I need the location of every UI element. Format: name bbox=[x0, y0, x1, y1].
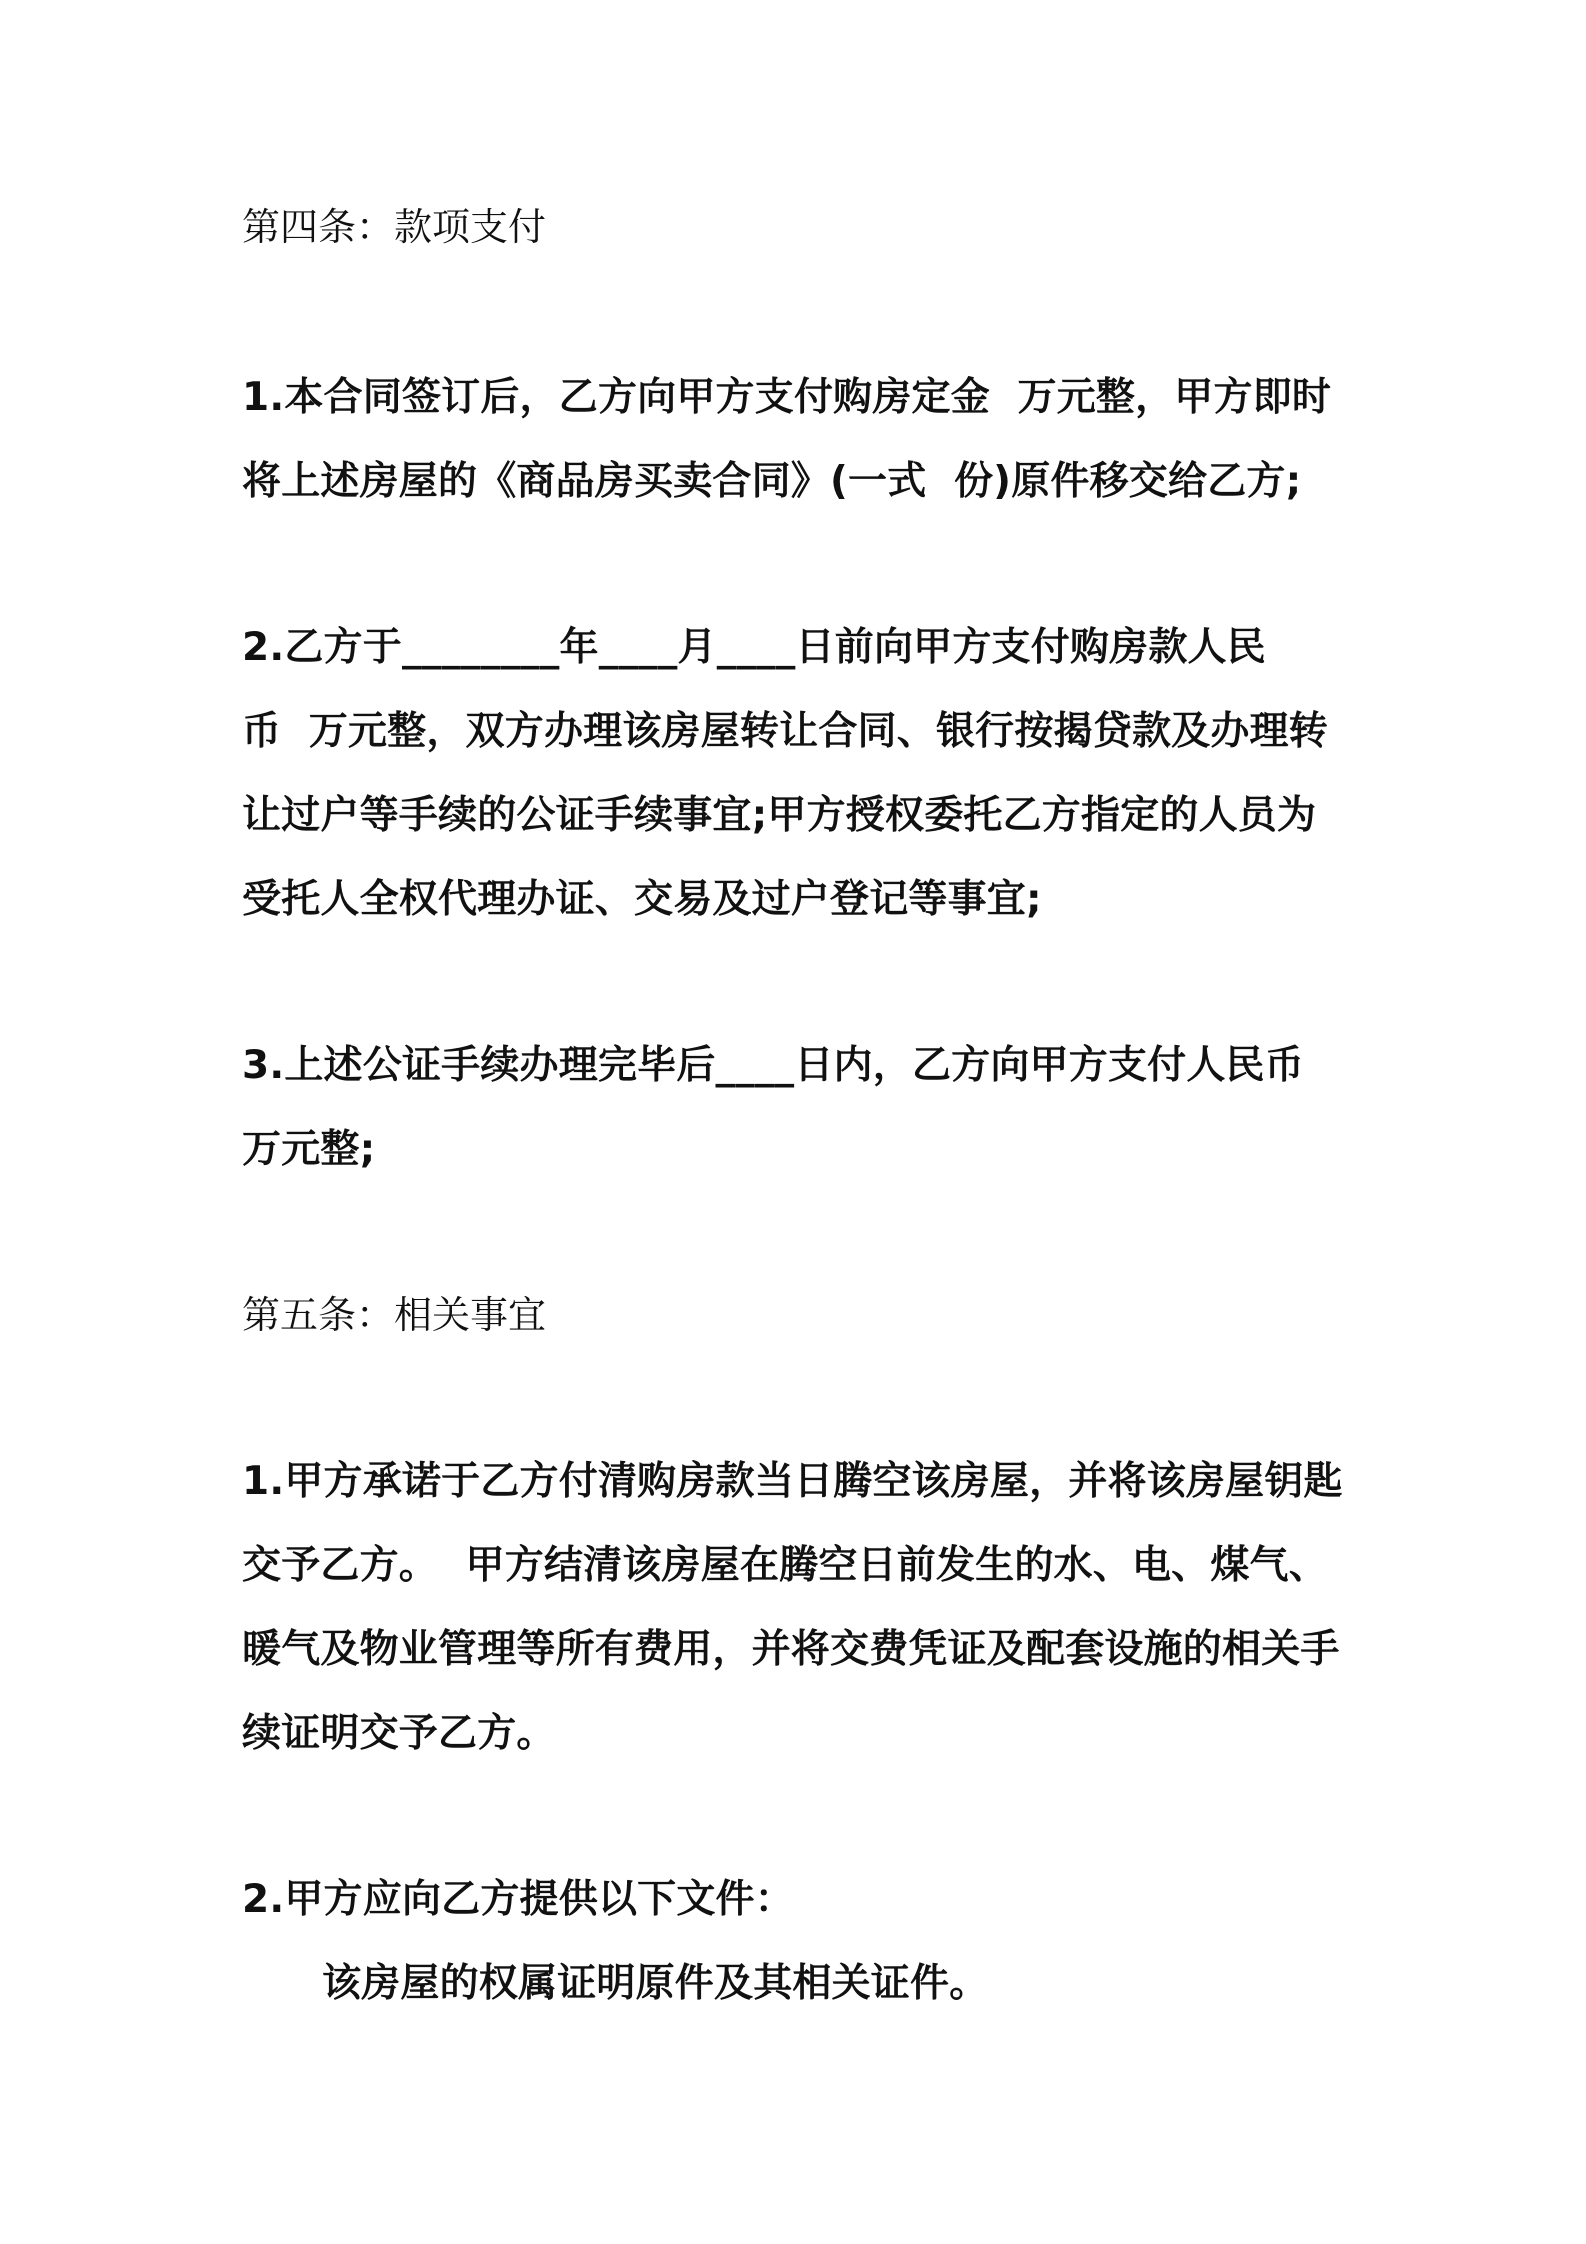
article-5-item-1-line-1: 1.甲方承诺于乙方付清购房款当日腾空该房屋，并将该房屋钥匙 bbox=[242, 1459, 1343, 1504]
article-5-item-1-line-2: 交予乙方。 甲方结清该房屋在腾空日前发生的水、电、煤气、 bbox=[242, 1543, 1328, 1588]
article-5-item-2-line-2: 该房屋的权属证明原件及其相关证件。 bbox=[322, 1961, 989, 2006]
article-5-item-1-line-3: 暖气及物业管理等所有费用，并将交费凭证及配套设施的相关手 bbox=[242, 1627, 1340, 1672]
article-4-item-3-line-2: 万元整; bbox=[242, 1127, 376, 1172]
article-4-item-1-line-2: 将上述房屋的《商品房买卖合同》(一式 份)原件移交给乙方; bbox=[242, 459, 1302, 504]
article-4-title: 第四条：款项支付 bbox=[242, 205, 547, 249]
article-5-item-1-line-4: 续证明交予乙方。 bbox=[242, 1711, 556, 1756]
article-5-title: 第五条：相关事宜 bbox=[242, 1293, 547, 1337]
article-4-item-2-line-4: 受托人全权代理办证、交易及过户登记等事宜; bbox=[242, 877, 1042, 922]
article-4-item-1-line-1: 1.本合同签订后，乙方向甲方支付购房定金 万元整，甲方即时 bbox=[242, 375, 1332, 420]
article-4-item-2-line-3: 让过户等手续的公证手续事宜;甲方授权委托乙方指定的人员为 bbox=[242, 793, 1317, 838]
article-4-item-3-line-1: 3.上述公证手续办理完毕后____日内，乙方向甲方支付人民币 bbox=[242, 1043, 1304, 1088]
article-4-item-2-line-2: 币 万元整，双方办理该房屋转让合同、银行按揭贷款及办理转 bbox=[242, 709, 1328, 754]
article-5-item-2-line-1: 2.甲方应向乙方提供以下文件： bbox=[242, 1877, 794, 1922]
article-4-item-2-line-1: 2.乙方于________年____月____日前向甲方支付购房款人民 bbox=[242, 625, 1266, 670]
